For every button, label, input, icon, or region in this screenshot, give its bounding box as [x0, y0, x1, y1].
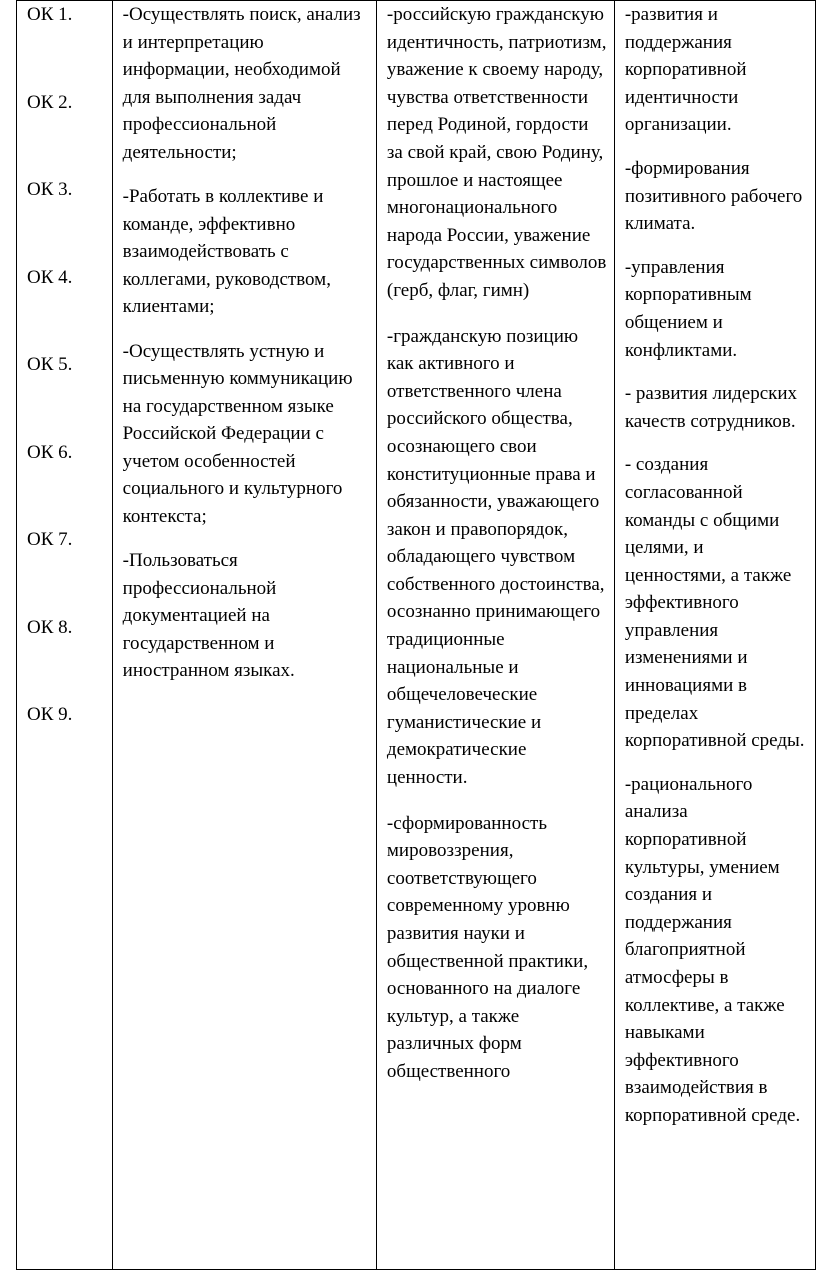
competency-code: ОК 1.	[27, 4, 73, 25]
corporate-item: -формирования позитивного рабочего климата.	[624, 157, 803, 235]
competencies-table	[16, 0, 816, 1270]
corporate-item: -рационального анализа корпоративной культуры, умением создания и поддержания благоприятной атмосферы в коллективе, а также навыками эффективного взаимодействия в корпоративной среде.	[624, 773, 801, 1126]
competency-codes-cell	[17, 1, 113, 1270]
corporate-item: -развития и поддержания корпоративной идентичности организации.	[624, 4, 747, 136]
competency-code: ОК 9.	[27, 704, 73, 725]
competency-code: ОК 6.	[27, 441, 73, 463]
competency-code: ОК 2.	[27, 91, 73, 113]
competency-code: ОК 7.	[27, 529, 73, 550]
competency-code: ОК 3.	[27, 179, 73, 200]
competency-code: ОК 4.	[27, 266, 73, 288]
competency-code: ОК 5.	[27, 354, 73, 375]
skill-item: -Осуществлять поиск, анализ и интерпретацию информации, необходимой для выполнения задач профессиональной деятельности;	[122, 4, 361, 163]
skills-cell	[112, 1, 376, 1270]
result-item: -российскую гражданскую идентичность, патриотизм, уважение к своему народу, чувства ответственности перед Родиной, гордости за свой край, свою Родину, прошлое и настоящее многонационального народа России, уважение государственных символов (герб, флаг, гимн)	[386, 4, 607, 301]
competency-code: ОК 8.	[27, 616, 73, 638]
result-item: -сформированность мировоззрения, соответствующего современному уровню развития науки и общественной практики, основанного на диалоге культур, а также различных форм общественного	[386, 812, 589, 1082]
skill-item: -Осуществлять устную и письменную коммуникацию на государственном языке Российской Федерации с учетом особенностей социального и культурного контекста;	[122, 340, 353, 527]
corporate-item: - создания согласованной команды с общими целями, и ценностями, а также эффективного управления изменениями и инновациями в пределах корпоративной среды.	[624, 454, 805, 752]
skill-item: -Работать в коллективе и команде, эффективно взаимодействовать с коллегами, руководством, клиентами;	[122, 186, 331, 317]
personal-results-cell	[376, 1, 614, 1270]
skill-item: -Пользоваться профессиональной документацией на государственном и иностранном языках.	[122, 550, 295, 681]
corporate-item: - развития лидерских качеств сотрудников.	[624, 383, 798, 432]
corporate-skills-cell	[614, 1, 815, 1270]
result-item: -гражданскую позицию как активного и ответственного члена российского общества, осознающего свои конституционные права и обязанности, уважающего закон и правопорядок, обладающего чувством собственного достоинства, осознанно принимающего традиционные национальные и общечеловеческие гуманистические и демократические ценности.	[386, 325, 605, 789]
table-row	[17, 1, 816, 1270]
corporate-item: -управления корпоративным общением и конфликтами.	[624, 256, 752, 361]
